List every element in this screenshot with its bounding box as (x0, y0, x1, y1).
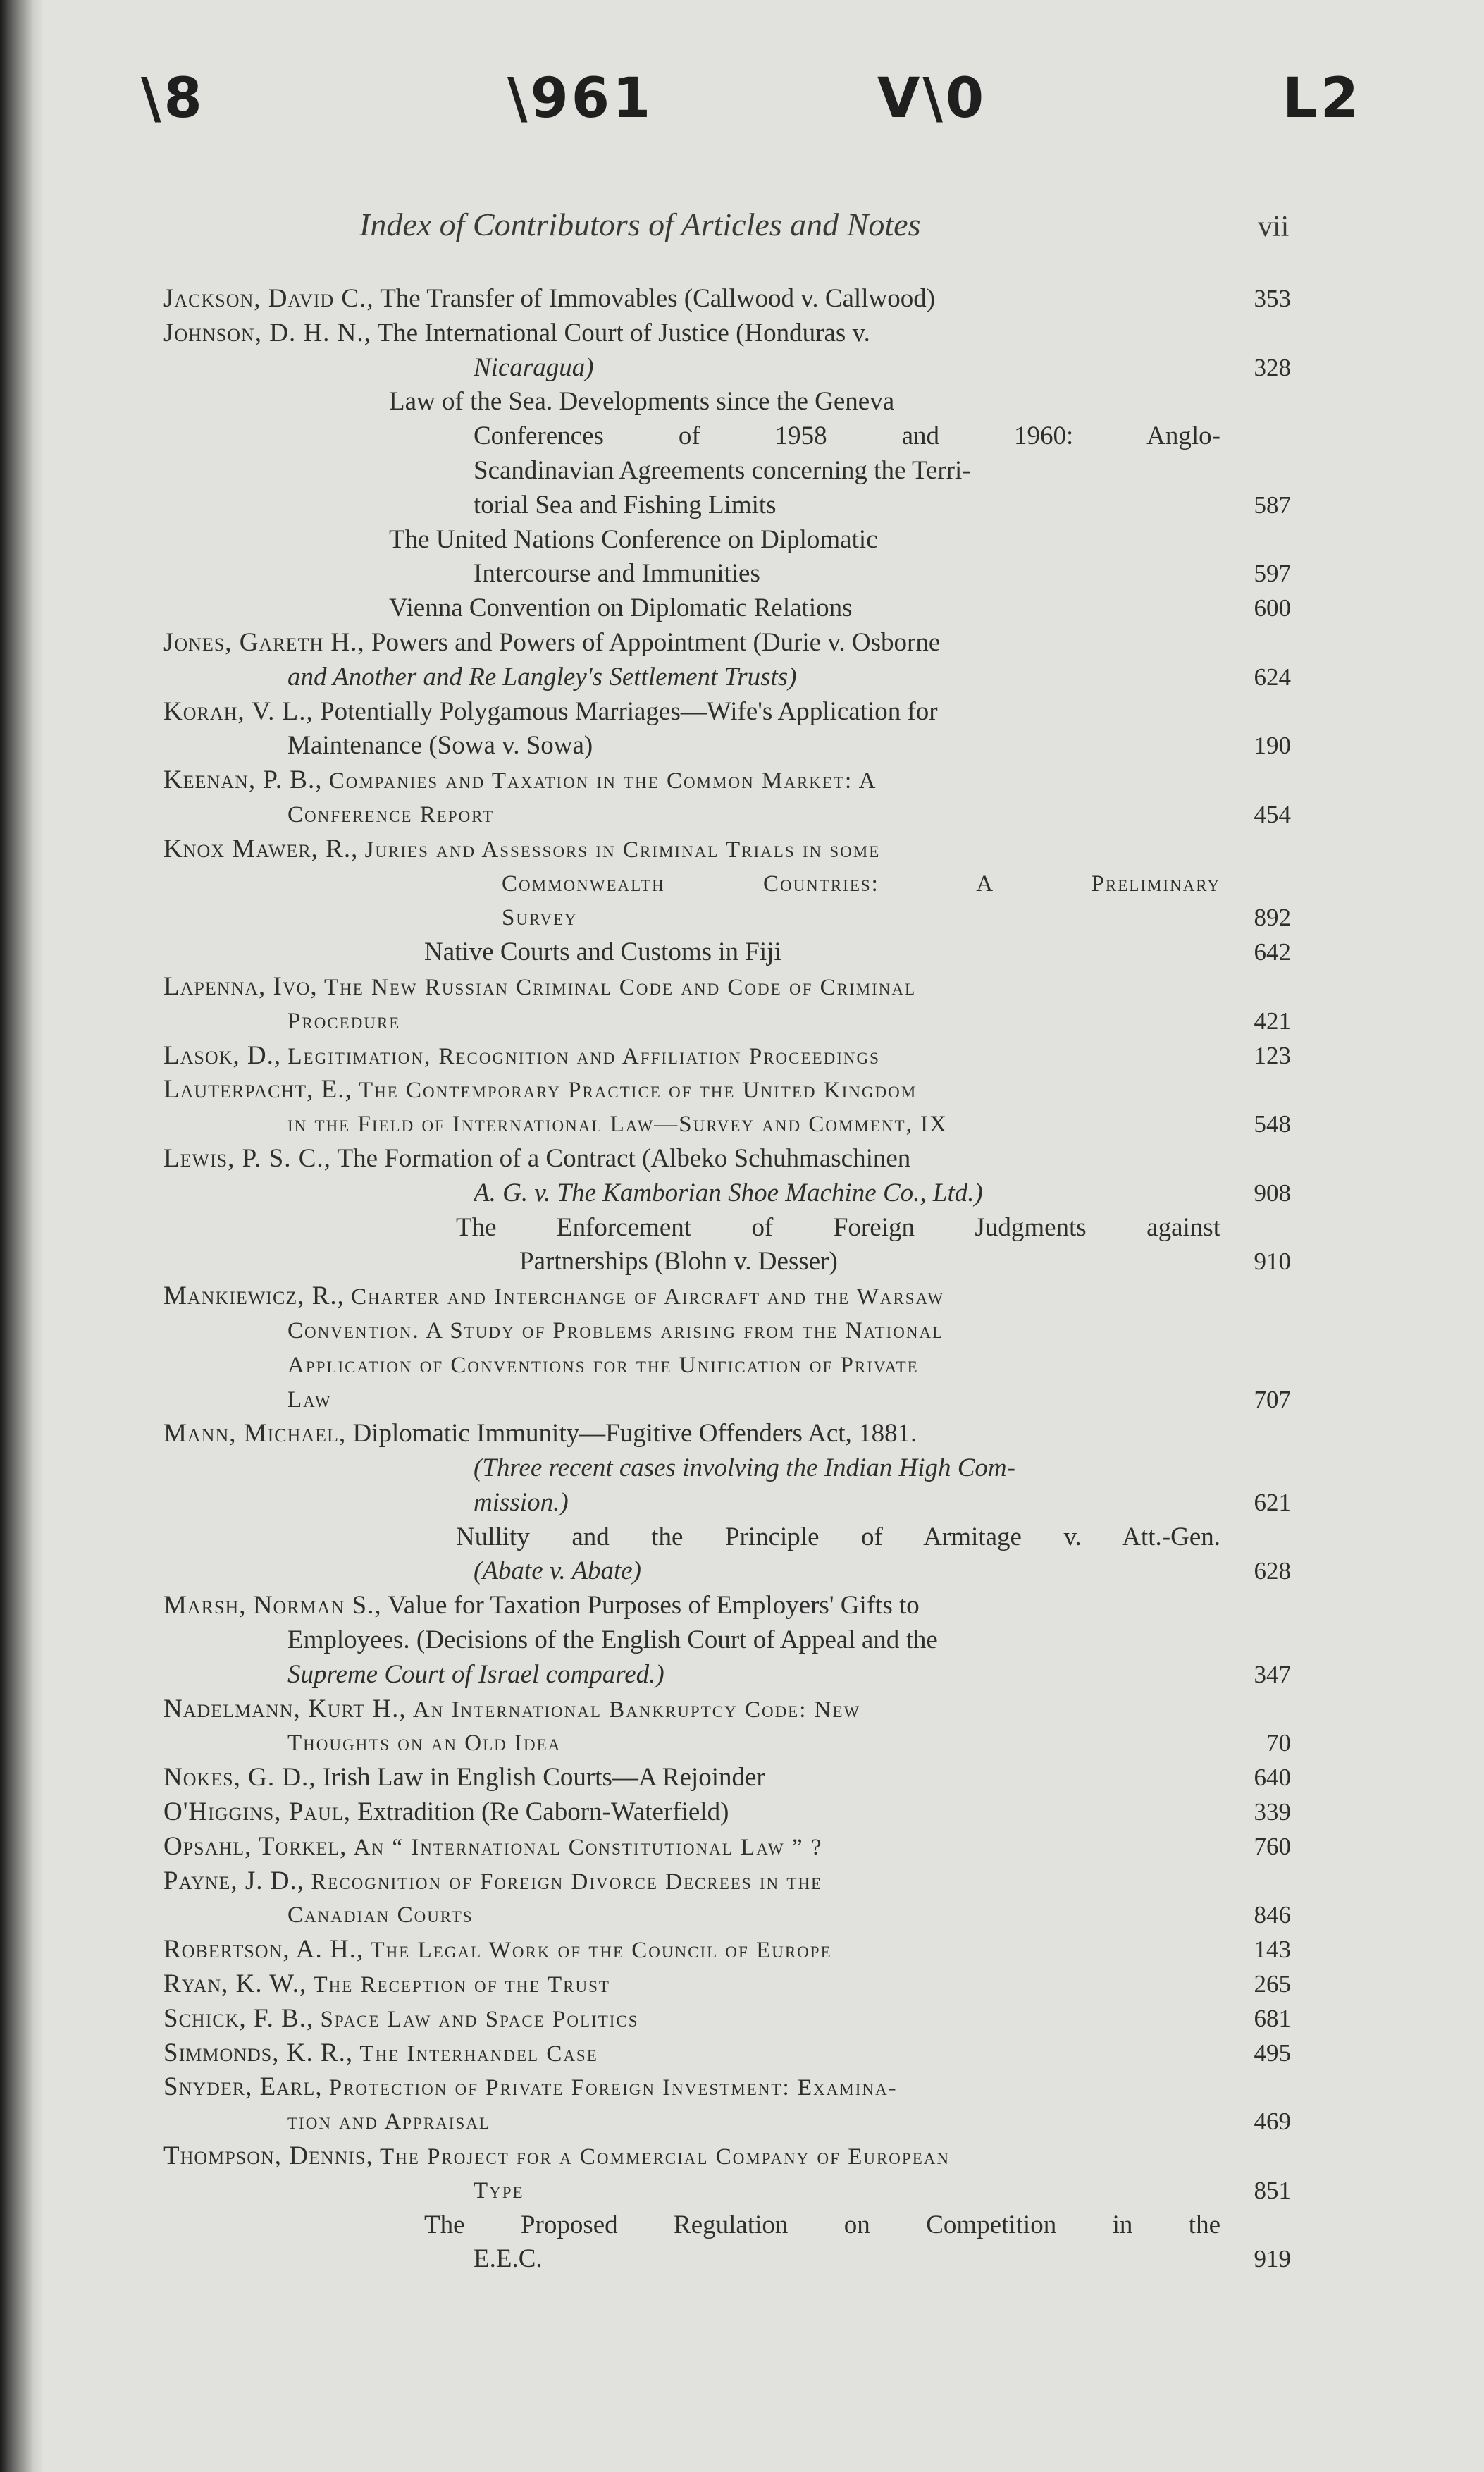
author-name: Nokes, G. D., (163, 1763, 316, 1792)
handwritten-mark-2: \961 (507, 67, 654, 130)
article-title: (Abate v. Abate) (474, 1556, 642, 1586)
index-entry (163, 2002, 1291, 2036)
index-line (163, 1383, 1291, 1418)
article-title: mission.) (474, 1487, 569, 1517)
author-name: Keenan, P. B., (163, 765, 323, 795)
index-line (163, 2208, 1291, 2243)
page-ref: 587 (1254, 491, 1291, 519)
index-entry (163, 1692, 1291, 1761)
author-name: Snyder, Earl, (163, 2072, 323, 2102)
index-line (163, 1761, 1291, 1795)
page-ref: 919 (1254, 2245, 1291, 2273)
index-line (163, 1520, 1291, 1555)
article-title: Employees. (Decisions of the English Court of Appeal and the (287, 1625, 938, 1655)
index-entry (163, 1073, 1291, 1142)
author-name: Lasok, D., (163, 1040, 282, 1070)
author-name: Lewis, P. S. C., (163, 1143, 331, 1173)
article-title: tion and Appraisal (287, 2109, 490, 2135)
page-ref: 846 (1254, 1901, 1291, 1929)
index-line (163, 729, 1291, 763)
index-entry (163, 1933, 1291, 1967)
index-entry (163, 1864, 1291, 1933)
handwritten-mark-3: V\0 (877, 67, 987, 130)
index-entry (163, 970, 1291, 1039)
page-ref: 760 (1254, 1832, 1291, 1860)
index-line (163, 2070, 1291, 2105)
author-name: Robertson, A. H., (163, 1935, 364, 1964)
author-name: Nadelmann, Kurt H., (163, 1694, 407, 1723)
index-line (163, 1933, 1291, 1967)
author-name: Lapenna, Ivo, (163, 971, 318, 1001)
article-title: The Contemporary Practice of the United Kingdom (358, 1078, 917, 1104)
article-title: Vienna Convention on Diplomatic Relations (389, 594, 853, 623)
article-title: and Another and Re Langley's Settlement Trusts) (287, 662, 797, 691)
article-title: Maintenance (Sowa v. Sowa) (287, 731, 593, 761)
page-ref: 353 (1254, 285, 1291, 312)
author-name: Marsh, Norman S., (163, 1591, 382, 1621)
article-title: Powers and Powers of Appointment (Durie v. Osborne (371, 627, 941, 657)
page-ref: 600 (1254, 594, 1291, 622)
page-number-roman: vii (1258, 211, 1290, 243)
author-name: Opsahl, Torkel, (163, 1831, 347, 1861)
index-line (163, 1039, 1291, 1074)
index-line (163, 454, 1291, 488)
article-title: Law of the Sea. Developments since the Geneva (389, 387, 895, 417)
page-ref: 469 (1254, 2108, 1291, 2136)
author-name: Korah, V. L., (163, 696, 314, 726)
index-entry (163, 2070, 1291, 2139)
index-entry (163, 1795, 1291, 1830)
article-title: Charter and Interchange of Aircraft and the Warsaw (351, 1284, 945, 1310)
author-name: Simmonds, K. R., (163, 2038, 354, 2067)
index-entry (163, 695, 1291, 764)
index-entry (163, 1417, 1291, 1589)
page-ref: 265 (1254, 1970, 1291, 1998)
author-name: Ryan, K. W., (163, 1969, 307, 1999)
page-ref: 621 (1254, 1488, 1291, 1516)
page-ref: 143 (1254, 1936, 1291, 1964)
contributors-index (163, 282, 1291, 2277)
index-line (163, 1211, 1291, 1246)
article-title: The United Nations Conference on Diplomatic (389, 524, 878, 554)
page-ref: 892 (1254, 904, 1291, 932)
index-line (163, 1245, 1291, 1279)
page-ref: 495 (1254, 2039, 1291, 2067)
article-title: The New Russian Criminal Code and Code of Criminal (323, 974, 916, 1000)
article-title: Law (287, 1386, 332, 1413)
index-entry (163, 2036, 1291, 2071)
article-title: Commonwealth Countries: A Preliminary (502, 871, 1220, 897)
index-entry (163, 1761, 1291, 1795)
index-line (163, 282, 1291, 316)
index-line (163, 1795, 1291, 1830)
page-ref: 628 (1254, 1557, 1291, 1585)
article-title: Recognition of Foreign Divorce Decrees in the (311, 1869, 823, 1895)
index-line (163, 1554, 1291, 1589)
index-line (163, 2002, 1291, 2036)
author-name: Payne, J. D., (163, 1866, 305, 1895)
index-line (163, 1658, 1291, 1692)
author-name: Knox Mawer, R., (163, 834, 359, 863)
index-entry (163, 832, 1291, 970)
page-ref: 681 (1254, 2004, 1291, 2032)
article-title: Thoughts on an Old Idea (287, 1730, 562, 1757)
index-entry (163, 1142, 1291, 1279)
article-title: Nullity and the Principle of Armitage v. Att.-Gen. (456, 1522, 1220, 1551)
article-title: The Proposed Regulation on Competition in the (424, 2210, 1220, 2239)
article-title: Canadian Courts (287, 1902, 474, 1929)
article-title: Diplomatic Immunity—Fugitive Offenders Act, 1881. (352, 1419, 917, 1449)
author-name: Jones, Gareth H., (163, 627, 365, 657)
article-title: The Formation of a Contract (Albeko Schuhmaschinen (337, 1143, 911, 1173)
author-name: Schick, F. B., (163, 2003, 314, 2033)
index-entry (163, 1279, 1291, 1417)
index-line (163, 798, 1291, 832)
index-entry (163, 763, 1291, 832)
page-ref: 597 (1254, 560, 1291, 588)
index-line (163, 1589, 1291, 1623)
index-line (163, 1348, 1291, 1383)
index-line (163, 1726, 1291, 1761)
index-entry (163, 626, 1291, 695)
index-line (163, 1451, 1291, 1486)
index-entry (163, 1830, 1291, 1864)
index-line (163, 316, 1291, 351)
page-ref: 640 (1254, 1764, 1291, 1792)
page-ref: 851 (1254, 2176, 1291, 2204)
index-line (163, 488, 1291, 523)
handwritten-mark-1: \8 (141, 67, 205, 130)
article-title: Type (474, 2177, 524, 2203)
article-title: Application of Conventions for the Unification of Private (287, 1352, 919, 1378)
article-title: Juries and Assessors in Criminal Trials in some (364, 837, 881, 863)
page-ref: 70 (1266, 1729, 1291, 1757)
index-line (163, 1486, 1291, 1520)
article-title: in the Field of International Law—Survey and Comment, IX (287, 1112, 948, 1138)
article-title: Legitimation, Recognition and Affiliation Proceedings (287, 1043, 880, 1069)
index-entry (163, 2139, 1291, 2277)
page-ref: 347 (1254, 1660, 1291, 1688)
index-line (163, 419, 1291, 454)
article-title: The Legal Work of the Council of Europe (370, 1938, 832, 1964)
index-entry (163, 282, 1291, 316)
article-title: The Project for a Commercial Company of European (380, 2144, 950, 2170)
page-ref: 910 (1254, 1248, 1291, 1276)
index-line (163, 1417, 1291, 1451)
article-title: The Enforcement of Foreign Judgments against (456, 1212, 1220, 1242)
index-line (163, 2174, 1291, 2208)
page-title: Index of Contributors of Articles and Notes (359, 207, 921, 242)
article-title: Survey (502, 905, 578, 931)
index-line (163, 2036, 1291, 2071)
article-title: Procedure (287, 1008, 401, 1034)
article-title: E.E.C. (474, 2244, 543, 2274)
index-line (163, 2105, 1291, 2139)
article-title: Potentially Polygamous Marriages—Wife's Application for (320, 696, 938, 726)
author-name: Johnson, D. H. N., (163, 318, 371, 348)
index-line (163, 1898, 1291, 1933)
index-line (163, 1692, 1291, 1727)
index-line (163, 867, 1291, 902)
article-title: Irish Law in English Courts—A Rejoinder (322, 1763, 765, 1792)
page-ref: 339 (1254, 1798, 1291, 1826)
index-line (163, 1864, 1291, 1899)
article-title: Conference Report (287, 801, 495, 828)
article-title: The Interhandel Case (359, 2041, 598, 2067)
article-title: The International Court of Justice (Honduras v. (377, 318, 870, 348)
page-ref: 123 (1254, 1041, 1291, 1069)
author-name: O'Higgins, Paul, (163, 1797, 351, 1827)
page-ref: 908 (1254, 1179, 1291, 1207)
index-line (163, 1142, 1291, 1176)
author-name: Jackson, David C., (163, 284, 374, 313)
article-title: An International Bankruptcy Code: New (412, 1697, 861, 1723)
article-title: Scandinavian Agreements concerning the Terri- (474, 455, 971, 485)
article-title: Space Law and Space Politics (320, 2006, 639, 2032)
page-ref: 548 (1254, 1110, 1291, 1138)
index-line (163, 351, 1291, 386)
index-line (163, 385, 1291, 419)
page-ref: 328 (1254, 353, 1291, 381)
article-title: An “ International Constitutional Law ” ? (353, 1834, 823, 1860)
article-title: Companies and Taxation in the Common Market: A (328, 768, 877, 794)
article-title: Intercourse and Immunities (474, 559, 760, 589)
book-spine-shadow (0, 0, 42, 2472)
index-line (163, 1830, 1291, 1864)
index-line (163, 523, 1291, 558)
index-line (163, 970, 1291, 1004)
index-line (163, 660, 1291, 695)
index-line (163, 626, 1291, 660)
article-title: (Three recent cases involving the Indian High Com- (474, 1453, 1015, 1483)
page-ref: 190 (1254, 732, 1291, 760)
page-ref: 454 (1254, 800, 1291, 828)
index-line (163, 1314, 1291, 1348)
article-title: torial Sea and Fishing Limits (474, 490, 777, 519)
page-ref: 624 (1254, 663, 1291, 691)
article-title: Protection of Private Foreign Investment: Examina- (328, 2075, 898, 2101)
index-line (163, 695, 1291, 730)
page-ref: 421 (1254, 1007, 1291, 1035)
article-title: Conferences of 1958 and 1960: Anglo- (474, 422, 1220, 451)
index-entry (163, 1039, 1291, 1074)
index-line (163, 935, 1291, 970)
article-title: Nicaragua) (474, 352, 594, 382)
index-line (163, 901, 1291, 935)
article-title: Value for Taxation Purposes of Employers' Gifts to (388, 1591, 920, 1621)
index-line (163, 2139, 1291, 2174)
article-title: A. G. v. The Kamborian Shoe Machine Co., Ltd.) (474, 1178, 983, 1207)
index-line (163, 591, 1291, 626)
index-line (163, 763, 1291, 798)
index-line (163, 1623, 1291, 1658)
index-line (163, 1107, 1291, 1142)
article-title: Partnerships (Blohn v. Desser) (519, 1247, 838, 1277)
article-title: Convention. A Study of Problems arising from the National (287, 1317, 944, 1343)
article-title: Native Courts and Customs in Fiji (424, 937, 781, 967)
index-line (163, 1279, 1291, 1314)
index-line (163, 1967, 1291, 2002)
article-title: Extradition (Re Caborn-Waterfield) (357, 1797, 729, 1827)
author-name: Thompson, Dennis, (163, 2141, 373, 2171)
index-line (163, 2242, 1291, 2277)
article-title: The Reception of the Trust (313, 1972, 610, 1998)
handwritten-mark-4: L2 (1282, 67, 1361, 130)
author-name: Mankiewicz, R., (163, 1281, 345, 1311)
index-entry (163, 1967, 1291, 2002)
page-ref: 707 (1254, 1385, 1291, 1413)
index-line (163, 1004, 1291, 1039)
index-entry (163, 1589, 1291, 1692)
index-line (163, 1073, 1291, 1107)
author-name: Mann, Michael, (163, 1419, 347, 1449)
index-line (163, 832, 1291, 867)
page-ref: 642 (1254, 938, 1291, 966)
article-title: Supreme Court of Israel compared.) (287, 1659, 664, 1689)
index-line (163, 1176, 1291, 1211)
article-title: The Transfer of Immovables (Callwood v. Callwood) (380, 284, 936, 313)
index-line (163, 557, 1291, 591)
index-entry (163, 316, 1291, 626)
author-name: Lauterpacht, E., (163, 1075, 352, 1105)
